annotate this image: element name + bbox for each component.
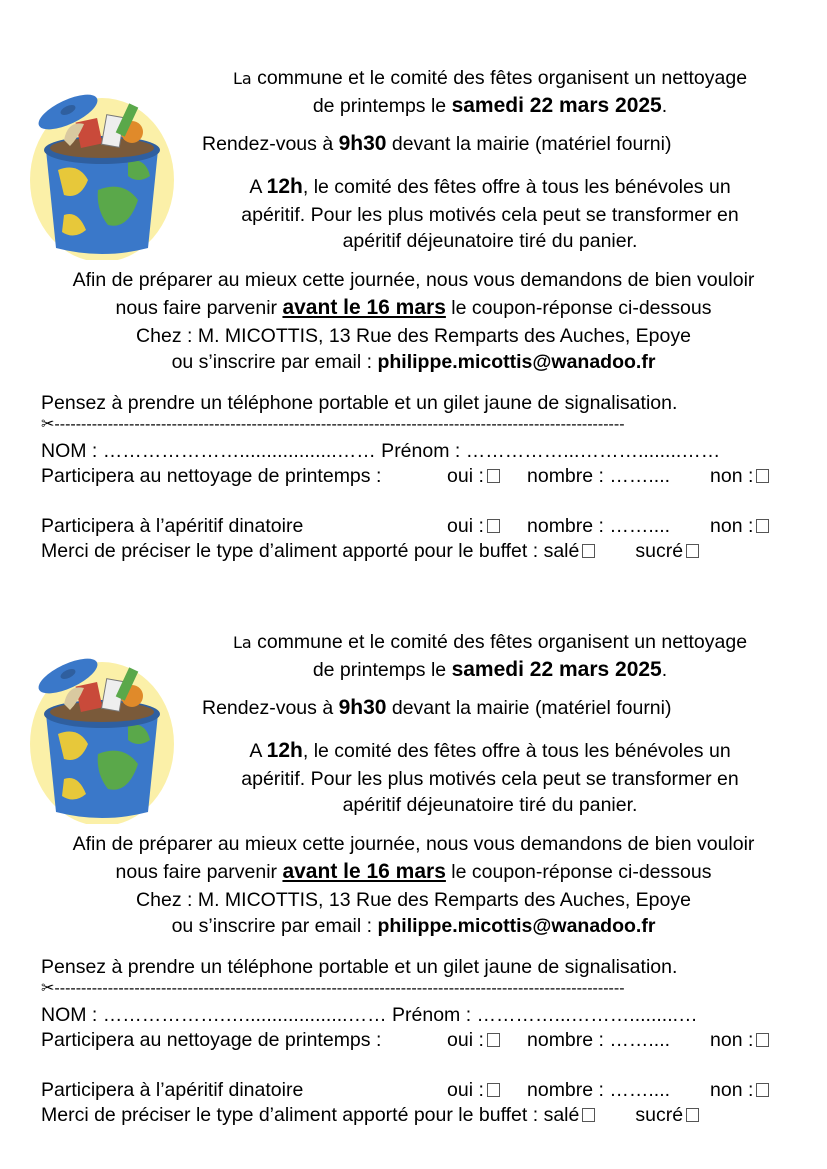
apero-line-1 bbox=[190, 175, 790, 199]
oui-label: oui : bbox=[447, 515, 484, 537]
sucre-label: sucré bbox=[635, 540, 684, 562]
q3-label: Merci de préciser le type d’aliment apporté pour le buffet : salé bbox=[41, 540, 580, 562]
address-line: Chez : M. MICOTTIS, 13 Rue des Remparts des Auches, Epoye bbox=[136, 325, 691, 347]
oui-label: oui : bbox=[447, 1029, 484, 1051]
apero-line-2: apéritif. Pour les plus motivés cela peut se transformer en bbox=[241, 768, 739, 790]
meeting-line bbox=[202, 132, 671, 156]
apero-suffix: , le comité des fêtes offre à tous les bénévoles un bbox=[302, 740, 731, 762]
apero-line-2: apéritif. Pour les plus motivés cela peut se transformer en bbox=[241, 204, 739, 226]
non-label: non : bbox=[710, 515, 754, 537]
apero-time: 12h bbox=[266, 739, 303, 762]
reminder-line: Pensez à prendre un téléphone portable et un gilet jaune de signalisation. bbox=[41, 392, 678, 414]
q2-oui[interactable] bbox=[447, 1078, 500, 1102]
q1-oui[interactable] bbox=[447, 1028, 500, 1052]
checkbox-icon[interactable] bbox=[487, 1033, 500, 1047]
q1-non[interactable] bbox=[710, 1028, 769, 1052]
intro-line-2 bbox=[190, 658, 790, 682]
checkbox-icon[interactable] bbox=[756, 1083, 769, 1097]
q2-non[interactable] bbox=[710, 514, 769, 538]
nom-prenom-line[interactable]: NOM : ……………….…...................…… Prénom : …………...……….........… bbox=[41, 1004, 698, 1026]
checkbox-icon[interactable] bbox=[487, 519, 500, 533]
checkbox-icon[interactable] bbox=[487, 1083, 500, 1097]
oui-label: oui : bbox=[447, 1079, 484, 1101]
apero-prefix: A bbox=[249, 176, 267, 198]
intro-line-2 bbox=[190, 94, 790, 118]
checkbox-icon[interactable] bbox=[686, 1108, 699, 1122]
non-label: non : bbox=[710, 1079, 754, 1101]
checkbox-icon[interactable] bbox=[582, 544, 595, 558]
prepare-line-2 bbox=[0, 860, 827, 884]
checkbox-icon[interactable] bbox=[582, 1108, 595, 1122]
apero-time: 12h bbox=[266, 175, 303, 198]
intro-line2-suffix: . bbox=[661, 95, 668, 117]
recycling-globe-bin-icon bbox=[28, 644, 176, 824]
meet-prefix: Rendez-vous à bbox=[202, 697, 339, 719]
apero-suffix: , le comité des fêtes offre à tous les bénévoles un bbox=[302, 176, 731, 198]
checkbox-icon[interactable] bbox=[756, 1033, 769, 1047]
q1-nombre[interactable]: nombre : …….... bbox=[527, 465, 671, 487]
cut-line bbox=[41, 413, 781, 437]
intro-line2-prefix: de printemps le bbox=[312, 95, 452, 117]
cut-line-text: ✂----------------------------------------------------------------------------------------------------------- bbox=[41, 416, 625, 433]
flyer-1 bbox=[0, 0, 827, 560]
q1-nombre[interactable]: nombre : …….... bbox=[527, 1029, 671, 1051]
prepare-line-1: Afin de préparer au mieux cette journée, nous vous demandons de bien vouloir bbox=[72, 269, 755, 291]
non-label: non : bbox=[710, 1029, 754, 1051]
oui-label: oui : bbox=[447, 465, 484, 487]
q1-oui[interactable] bbox=[447, 464, 500, 488]
checkbox-icon[interactable] bbox=[686, 544, 699, 558]
intro-text: commune et le comité des fêtes organisent un nettoyage bbox=[257, 67, 748, 89]
deadline: avant le 16 mars bbox=[282, 860, 446, 883]
intro-line-1 bbox=[190, 66, 790, 91]
apero-line-3: apéritif déjeunatoire tiré du panier. bbox=[342, 794, 638, 816]
email-line bbox=[0, 350, 827, 374]
email-prefix: ou s’inscrire par email : bbox=[171, 915, 378, 937]
email-line bbox=[0, 914, 827, 938]
q2-label: Participera à l’apéritif dinatoire bbox=[41, 1079, 304, 1101]
meet-time: 9h30 bbox=[338, 696, 387, 719]
q2-nombre[interactable]: nombre : …….... bbox=[527, 1079, 671, 1101]
q1-non[interactable] bbox=[710, 464, 769, 488]
q3-label: Merci de préciser le type d’aliment apporté pour le buffet : salé bbox=[41, 1104, 580, 1126]
meet-suffix: devant la mairie (matériel fourni) bbox=[386, 697, 672, 719]
non-label: non : bbox=[710, 465, 754, 487]
cut-line bbox=[41, 977, 781, 1001]
flyer-2 bbox=[0, 564, 827, 1124]
prepare-suffix: le coupon-réponse ci-dessous bbox=[445, 861, 712, 883]
meet-time: 9h30 bbox=[338, 132, 387, 155]
q2-nombre[interactable]: nombre : …….... bbox=[527, 515, 671, 537]
prepare-prefix: nous faire parvenir bbox=[115, 861, 283, 883]
intro-line-1 bbox=[190, 630, 790, 655]
prepare-suffix: le coupon-réponse ci-dessous bbox=[445, 297, 712, 319]
prepare-line-2 bbox=[0, 296, 827, 320]
meet-prefix: Rendez-vous à bbox=[202, 133, 339, 155]
q2-label: Participera à l’apéritif dinatoire bbox=[41, 515, 304, 537]
sucre-label: sucré bbox=[635, 1104, 684, 1126]
q3-line bbox=[41, 539, 699, 563]
deadline: avant le 16 mars bbox=[282, 296, 446, 319]
intro-line2-suffix: . bbox=[661, 659, 668, 681]
q1-label: Participera au nettoyage de printemps : bbox=[41, 1029, 382, 1051]
q1-label: Participera au nettoyage de printemps : bbox=[41, 465, 382, 487]
apero-line-1 bbox=[190, 739, 790, 763]
meeting-line bbox=[202, 696, 671, 720]
prepare-line-1: Afin de préparer au mieux cette journée, nous vous demandons de bien vouloir bbox=[72, 833, 755, 855]
prepare-prefix: nous faire parvenir bbox=[115, 297, 283, 319]
intro-text: commune et le comité des fêtes organisent un nettoyage bbox=[257, 631, 748, 653]
apero-prefix: A bbox=[249, 740, 267, 762]
address-line: Chez : M. MICOTTIS, 13 Rue des Remparts des Auches, Epoye bbox=[136, 889, 691, 911]
meet-suffix: devant la mairie (matériel fourni) bbox=[386, 133, 672, 155]
intro-small-word: La bbox=[232, 69, 252, 88]
q2-oui[interactable] bbox=[447, 514, 500, 538]
cut-line-text: ✂----------------------------------------------------------------------------------------------------------- bbox=[41, 980, 625, 997]
q2-non[interactable] bbox=[710, 1078, 769, 1102]
reminder-line: Pensez à prendre un téléphone portable et un gilet jaune de signalisation. bbox=[41, 956, 678, 978]
nom-prenom-line[interactable]: NOM : …………………..................…… Prénom : ……………...………........…… bbox=[41, 440, 721, 462]
q3-line bbox=[41, 1103, 699, 1127]
recycling-globe-bin-icon bbox=[28, 80, 176, 260]
intro-small-word: La bbox=[232, 633, 252, 652]
event-date: samedi 22 mars 2025 bbox=[451, 94, 662, 117]
checkbox-icon[interactable] bbox=[756, 469, 769, 483]
checkbox-icon[interactable] bbox=[487, 469, 500, 483]
checkbox-icon[interactable] bbox=[756, 519, 769, 533]
email-address[interactable]: philippe.micottis@wanadoo.fr bbox=[377, 915, 656, 937]
email-prefix: ou s’inscrire par email : bbox=[171, 351, 378, 373]
apero-line-3: apéritif déjeunatoire tiré du panier. bbox=[342, 230, 638, 252]
event-date: samedi 22 mars 2025 bbox=[451, 658, 662, 681]
intro-line2-prefix: de printemps le bbox=[312, 659, 452, 681]
email-address[interactable]: philippe.micottis@wanadoo.fr bbox=[377, 351, 656, 373]
